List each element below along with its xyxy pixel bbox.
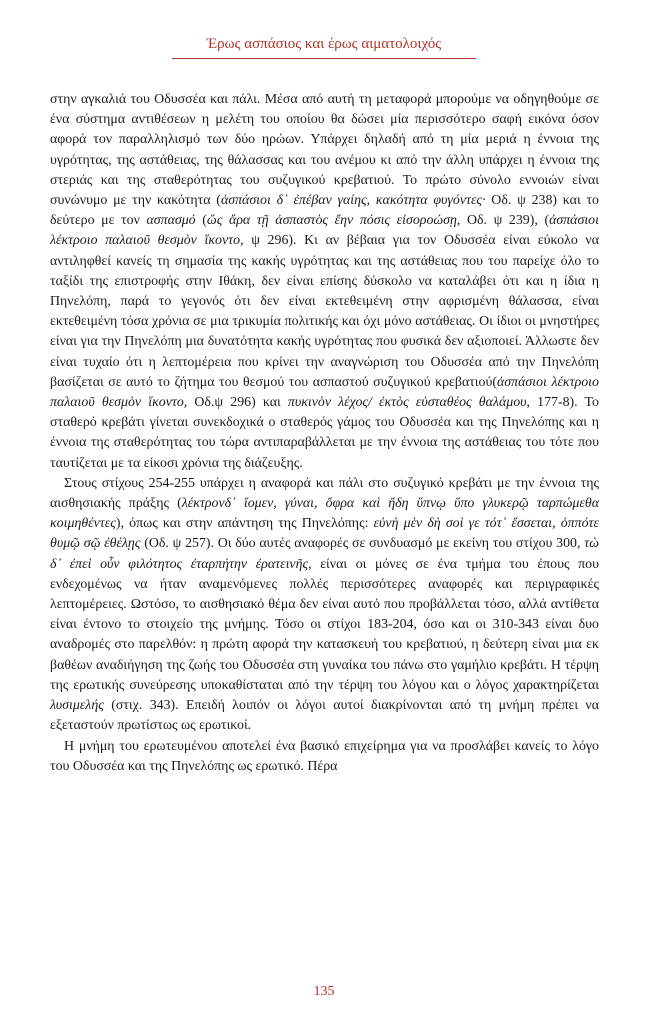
- text-run: , ψ 296). Κι αν βέβαια για τον Οδυσσέα είναι εύκολο να αντιληφθεί κανείς τη σημασία της κακής υγρότητας και της αστάθειας που του παρείχε όλο το ταξίδι της επιστροφής στην Ιθάκη, δεν είναι επίσης δύσκολο να καταλάβει ότι και η ίδια η Πηνελόπη, παρά το γεγονός ότι δεν είναι εκτεθειμένη στην αφρισμένη θάλασσα, είναι εκτεθειμένη τόσα χρόνια σε μια τρικυμία πολιτικής και όχι μόνο αστάθειας. Οι ίδιοι οι μνηστήρες είναι για την Πηνελόπη μια δυνατότητα κακής υγρότητας που φυσικά δεν αξιοποιεί. Άλλωστε δεν είναι τυχαίο ότι η λεπτομέρεια που κρίνει την αναγνώριση του Οδυσσέα από την Πηνελόπη βασίζεται σε αυτό το ζήτημα του θεσμού του ασπαστού συζυγικού κρεβατιού(: [50, 233, 599, 390]
- paragraph: [50, 737, 599, 777]
- paragraph: [50, 90, 599, 474]
- running-head-rule: [172, 58, 476, 59]
- text-run: (Οδ. ψ 257). Οι δύο αυτές αναφορές σε συνδυασμό με εκείνη του στίχου 300,: [140, 536, 585, 552]
- body-text: [50, 90, 599, 777]
- greek-quotation: ασπασμό: [146, 213, 196, 229]
- greek-quotation: ἀσπάσιοι δ᾽ ἐπέβαν γαίης, κακότητα φυγόντες·: [220, 193, 486, 209]
- text-run: στην αγκαλιά του Οδυσσέα και πάλι. Μέσα από αυτή τη μεταφορά μπορούμε να οδηγηθούμε σε ένα σύστημα αντιθέσεων η μελέτη του οποίου θα δώσει μία περισσότερο σαφή εικόνα όσον αφορά τον παραλληλισμό των δύο ηρώων. Υπάρχει δηλαδή από τη μία μεριά η έννοια της υγρότητας, της αστάθειας, της θάλασσας και του ανέμου κι από την άλλη υπάρχει η έννοια της στεριάς και της σταθερότητας του συζυγικού κρεβατιού. Το πρώτο σύνολο εννοιών είναι συνώνυμο με την κακότητα (: [50, 92, 599, 209]
- text-run: , είναι οι μόνες σε ένα τμήμα του έπους που ενδεχομένως να ήταν αναμενόμενες πολλές περισσότερες αναφορές και περιγραφικές λεπτομέρειες. Ωστόσο, το αισθησιακό θέμα δεν είναι αυτό που προβάλλεται τόσο, αλλά αντίθετα είναι έντονο το στοιχείο της μνήμης. Τόσο οι στίχοι 183-204, όσο και οι 310-343 είναι δυο αναδρομές στο παρελθόν: η πρώτη αφορά την κατασκευή του κρεβατιού, η δεύτερη είναι μια εκ βαθέων αναδιήγηση της ζωής του Οδυσσέα στη γυναίκα του πάνω στο γαμήλιο κρεβάτι. Η τέρψη της ερωτικής συνεύρεσης υποκαθίσταται από την τέρψη του λόγου και ο λόγος χαρακτηρίζεται: [50, 556, 599, 693]
- greek-quotation: ὥς ἄρα τῇ ἀσπαστὸς ἔην πόσις εἰσοροώσῃ: [206, 213, 457, 229]
- running-head: Έρως ασπάσιος και έρως αιματολοιχός: [206, 36, 442, 52]
- paragraph: [50, 474, 599, 737]
- text-run: Οδ. ψ 238) και το δεύτερο με τον: [50, 193, 599, 229]
- text-run: Στους στίχους 254-255 υπάρχει η αναφορά και πάλι στο συζυγικό κρεβάτι με την έννοια της αισθησιακής πράξης (: [50, 475, 599, 512]
- text-run: , Οδ.ψ 296) και: [183, 395, 288, 411]
- text-run: , 177-8). Το σταθερό κρεβάτι γίνεται συνεκδοχικά ο σταθερός γάμος του Οδυσσέα και της Πηνελόπης και η έννοια της σταθερότητας του τώρα αντιπαραβάλλεται με την έννοια της αστάθειας του τότε που ταυτίζεται με τα είκοσι χρόνια της διάζευξης.: [50, 395, 599, 471]
- text-run: (: [195, 213, 207, 229]
- greek-quotation: ἀσπάσιοι λέκτροιο παλαιοῦ θεσμὸν ἵκοντο: [50, 374, 599, 411]
- greek-quotation: τὼ δ᾽ ἐπεὶ οὖν φιλότητος ἐταρπήτην ἐρατεινῆς: [50, 536, 599, 572]
- greek-quotation: ἀσπάσιοι λέκτροιο παλαιοῦ θεσμὸν ἵκοντο: [50, 213, 599, 249]
- text-run: Η μνήμη του ερωτευμένου αποτελεί ένα βασικό επιχείρημα για να προσλάβει κανείς το λόγο του Οδυσσέα και της Πηνελόπης ως ερωτικό. Πέρα: [50, 738, 599, 774]
- greek-quotation: λυσιμελής: [50, 698, 104, 714]
- text-run: , Οδ. ψ 239), (: [456, 213, 550, 229]
- text-run: (στιχ. 343). Επειδή λοιπόν οι λόγοι αυτοί διακρίνονται από τη μνήμη πρέπει να εξεταστούν πρωτίστως ως ερωτικοί.: [50, 698, 599, 734]
- greek-quotation: πυκινὸν λέχος/ ἐκτὸς εὐσταθέος θαλάμου: [287, 395, 527, 411]
- greek-quotation: εὐνὴ μὲν δὴ σοὶ γε τότ᾽ ἔσσεται, ὁππότε θυμῷ σῷ ἐθέλῃς: [50, 516, 599, 552]
- text-run: ), όπως και στην απάντηση της Πηνελόπης:: [115, 516, 374, 532]
- page-number: 135: [313, 984, 335, 999]
- greek-quotation: λέκτρονδ᾽ ἴομεν, γύναι, ὄφρα καὶ ἤδη ὕπνῳ ὕπο γλυκερῷ ταρπώμεθα κοιμηθέντες: [50, 496, 599, 532]
